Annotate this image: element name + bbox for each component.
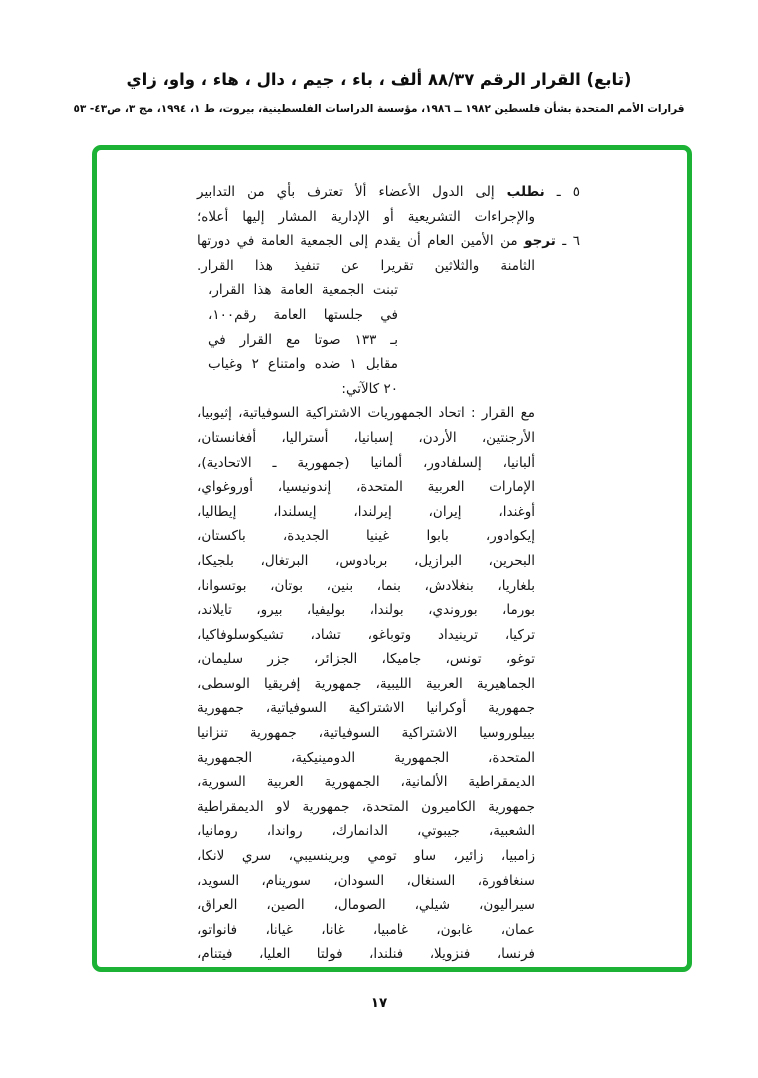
text-line: ألبانيا، إلسلفادور، ألمانيا (جمهورية ـ الاتحادية)،: [197, 454, 535, 471]
text-line: بييلوروسيا الاشتراكية السوفياتية، جمهورية تنزانيا: [197, 725, 535, 742]
adoption-note: [208, 278, 398, 401]
text-line: المتحدة، الجمهورية الدومينيكية، الجمهورية: [197, 749, 535, 766]
text-line: ٥ ـ نطلب إلى الدول الأعضاء ألأ تعترف بأي من التدابير: [197, 184, 580, 200]
text-line: تبنت الجمعية العامة هذا القرار،: [208, 282, 398, 299]
text-line: فرنسا، فنزويلا، فنلندا، فولتا العليا، فيتنام،: [197, 946, 535, 963]
text-line: الشعبية، جيبوتي، الدانمارك، رواندا، رومانيا،: [197, 823, 535, 840]
resolution-body: [197, 180, 580, 967]
text-line: الثامنة والثلاثين تقريرا عن تنفيذ هذا القرار.: [197, 257, 535, 274]
text-line: سيراليون، شيلي، الصومال، الصين، العراق،: [197, 897, 535, 914]
page-title: (تابع) القرار الرقم ٨٨/٣٧ ألف ، باء ، جيم ، دال ، هاء ، واو، زاي: [126, 70, 632, 89]
text-line: سنغافورة، السنغال، السودان، سورينام، السويد،: [197, 872, 535, 889]
text-line: ٦ ـ ترجو من الأمين العام أن يقدم إلى الجمعية العامة في دورتها: [197, 233, 580, 250]
text-line: بـ ١٣٣ صوتا مع القرار في: [208, 331, 398, 348]
text-line: جمهورية أوكرانيا الاشتراكية السوفياتية، جمهورية: [197, 700, 535, 717]
text-line: الإمارات العربية المتحدة، إندونيسيا، أوروغواي،: [197, 479, 535, 496]
clause-5: [197, 180, 580, 229]
text-line: زامبيا، زائير، ساو تومي وبرينسيبي، سري لانكا،: [197, 848, 535, 865]
text-line: الديمقراطية الألمانية، الجمهورية العربية السورية،: [197, 774, 535, 791]
source-citation-line: قرارات الأمم المتحدة بشأن فلسطين ١٩٨٢ ــ ١٩٨٦، مؤسسة الدراسات الفلسطينية، بيروت، ط ١، ١٩٩٤، مج ٣، ص٤٣- ٥٣: [73, 103, 685, 115]
text-line: عمان، غابون، غامبيا، غانا، غيانا، فانواتو،: [197, 921, 535, 938]
text-line: في جلستها العامة رقم١٠٠،: [208, 306, 398, 323]
text-line: الجماهيرية العربية الليبية، جمهورية إفريقيا الوسطى،: [197, 675, 535, 692]
vote-with-list: [197, 401, 535, 967]
text-line: إيكوادور، بابوا غينيا الجديدة، باكستان،: [197, 528, 535, 545]
text-line: تركيا، ترينيداد وتوباغو، تشاد، تشيكوسلوفاكيا،: [197, 626, 535, 643]
text-line: جمهورية الكاميرون المتحدة، جمهورية لاو الديمقراطية: [197, 798, 535, 815]
text-line: البحرين، البرازيل، بربادوس، البرتغال، بلجيكا،: [197, 552, 535, 569]
text-line: مع القرار : اتحاد الجمهوريات الاشتراكية السوفياتية، إثيوبيا،: [197, 405, 535, 422]
clause-6: [197, 229, 580, 278]
text-line: ٢٠ كالآتي:: [341, 380, 398, 397]
text-line: مقابل ١ ضده وامتناع ٢ وغياب: [208, 356, 398, 373]
text-line: بورما، بوروندي، بولندا، بوليفيا، بيرو، تايلاند،: [197, 602, 535, 619]
text-line: الأرجنتين، الأردن، إسبانيا، أستراليا، أفغانستان،: [197, 429, 535, 446]
text-line: والإجراءات التشريعية أو الإدارية المشار إليها أعلاه؛: [197, 208, 535, 225]
highlight-annotation-box: [92, 145, 692, 972]
page-number: ١٧: [370, 995, 388, 1011]
text-line: توغو، تونس، جاميكا، الجزائر، جزر سليمان،: [197, 651, 535, 668]
text-line: أوغندا، إيران، إيرلندا، إيسلندا، إيطاليا،: [197, 503, 535, 520]
text-line: بلغاريا، بنغلادش، بنما، بنين، بوتان، بوتسوانا،: [197, 577, 535, 594]
